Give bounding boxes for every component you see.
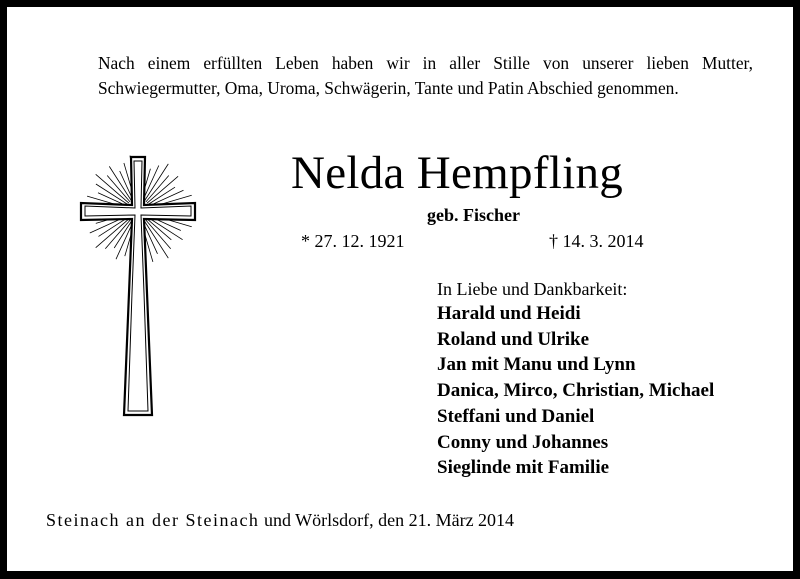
place-date: und Wörlsdorf, den 21. März 2014 [259,510,515,530]
intro-line: Schwiegermutter, Oma, Uroma, Schwägerin, Tante und Patin Abschied genommen. [98,78,679,98]
mourners-list [437,301,714,481]
radiant-cross-icon [63,143,213,433]
mourner-name: Harald und Heidi [437,303,581,324]
mourner-name: Jan mit Manu und Lynn [437,354,636,376]
death-date: † 14. 3. 2014 [549,231,644,251]
mourner-name: Danica, Mirco, Christian, Michael [437,380,715,402]
cross-outline [81,157,195,415]
intro-text [98,51,753,101]
intro-line: Nach einem erfüllten Leben haben wir in aller Stille von unserer lieben Mutter, [98,53,753,73]
cross-ray [147,219,171,240]
thanks-line: In Liebe und Dankbarkeit: [437,279,628,299]
mourner-name: Conny und Johannes [437,431,609,453]
birth-date: * 27. 12. 1921 [301,231,405,251]
birth-name: geb. Fischer [427,205,520,225]
deceased-name: Nelda Hempfling [291,147,624,199]
cross-ray [107,176,130,202]
cross-ray [146,176,169,202]
place-name: Steinach an der Steinach [46,510,260,530]
place-date-line [46,510,514,531]
mourner-name: Steffani und Daniel [437,405,595,427]
mourner-name: Roland und Ulrike [437,328,590,350]
obituary-card [7,7,793,571]
mourner-name: Sieglinde mit Familie [437,457,610,479]
